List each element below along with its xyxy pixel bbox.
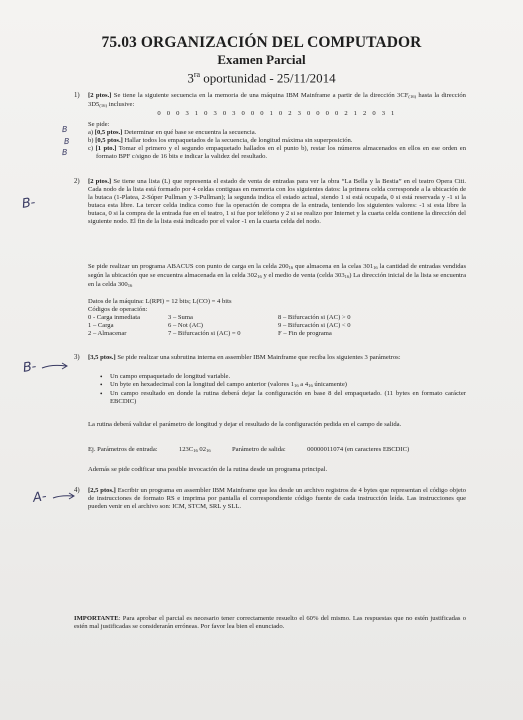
q3-intro: [3,5 ptos.] Se pide realizar una subrutina interna en assembler IBM Mainframe que reciba los siguientes 3 parámetros: [88,354,401,361]
opcode-9: 9 – Bifurcación si (AC) < 0 [278,322,351,330]
exam-header [0,34,523,85]
grade-arrow-q3 [40,362,70,372]
grade-mark-q1a: B [61,124,68,135]
exam-title: 75.03 ORGANIZACIÓN DEL COMPUTADOR [101,34,422,51]
q4-number: 4) [74,487,80,494]
q1-sequence: 0 0 0 3 1 0 3 0 3 0 0 0 1 0 2 3 0 0 0 0 2 1 2 0 3 1 [157,110,397,117]
q3-validation: La rutina deberá validar el parámetro de longitud y dejar el resultado de la configuración pedida en el campo de salida. [88,421,402,428]
grade-arrow-q4 [51,492,77,502]
grade-mark-q2: B- [21,195,37,212]
q2-machine-data: Datos de la máquina: L(RPI) = 12 bits; L(CO) = 4 bits [88,298,232,305]
exam-subtitle: Examen Parcial [217,52,306,67]
opcode-0: 0 - Carga inmediata [88,314,141,321]
q1-item-b: b) [0,5 ptos.] Hallar todos los empaquetados de la secuencia, de longitud máxima sin superposición. [88,137,353,145]
q1-item-a: a) [0,5 ptos.] Determinar en qué base se encuentra la secuencia. [88,129,257,136]
opcode-7: 7 – Bifurcación si (AC) = 0 [168,330,241,338]
q1-item-c: c) [1 pto.] Tomar el primero y el segundo empaquetado hallados en el punto b), restar los números almacenados en ellos en ese orden en formato BPF c/signo de 16 bits e indicar la validez del resultado. [88,145,466,161]
opcode-6: 6 – Not (AC) [168,322,203,330]
q3-param-3: • Un campo resultado en donde la rutina deberá dejar la configuración en base 8 del empaquetado. (11 bytes en formato carácter EBCDIC) [98,390,466,406]
q3-example: Ej. Parámetros de entrada: $123C_{16}$ $02_{16}$ Parámetro de salida: 00000011074 (en caracteres EBCDIC) [88,446,410,453]
opcode-3: 3 – Suma [168,314,193,321]
q2-description: [2 ptos.] Se tiene una lista (L) que representa el estado de venta de entradas para ver la obra “La Bella y la Bestia” en el teatro Opera Citi. Cada nodo de la lista está formado por 4 celdas contiguas en memoria con los siguientes datos: la primera celda corresponde a la ubicación de la butaca (1-Platea, 2-Súper Pullman y 3-Pullman); la segunda indica el estado actual, siendo 1 si está ocupada, 0 si está reservada y -1 si la butaca esta libre. La tercer celda indica como fue la operación de compra de la entrada, teniendo los siguientes valores: -1 si esta libre la butaca, 0 si la compra de la entrada fue en el teatro, 1 si fue por teléfono y 2 si se realizo por Internet y la cuarta celda contiene la dirección del siguiente nodo. El fin de la lista está indicado por el valor -1 en la cuarta celda del nodo. [88,178,466,226]
q3-param-1: • Un campo empaquetado de longitud variable. [98,373,466,381]
q1-se-pide: Se pide: [88,121,110,128]
q3-number: 3) [74,354,80,361]
important-note: IMPORTANTE: Para aprobar el parcial es necesario tener correctamente resuelto el 60% del mismo. Las respuestas que no estén justificadas o estén mal justificadas se considerarán erróneas. Por favor lea bien el enunciado. [74,615,466,631]
opcode-1: 1 – Carga [88,322,114,330]
q3-invocation: Además se pide codificar una posible invocación de la rutina desde un programa principal. [88,466,328,473]
grade-mark-q4: A- [32,489,48,506]
grade-mark-q1c: B [61,147,68,158]
opcode-f: F – Fin de programa [278,330,332,338]
q2-number: 2) [74,178,80,185]
q1-number: 1) [74,92,80,99]
q4-text: [2,5 ptos.] Escribir un programa en assembler IBM Mainframe que lea desde un archivo registros de 4 bytes que representan el código objeto de instrucciones de formato RS e imprima por pantalla el correspondiente código fuente de cada instrucción leída. Las instrucciones que pueden venir en el archivo son: ICM, STCM, SRL y SLL. [88,487,466,511]
q1-items [88,129,466,161]
q2-opcode-table [88,314,466,338]
opcode-2: 2 – Almacenar [88,330,127,338]
opcode-8: 8 – Bifurcación si (AC) > 0 [278,314,351,321]
q2-codes-title: Códigos de operación: [88,306,148,313]
q3-param-2: • Un byte en hexadecimal con la longitud del campo anterior (valores $1_{16}$ a $4_{16}$ únicamente) [98,381,466,390]
q1-intro: [2 ptos.] Se tiene la siguiente secuencia en la memoria de una máquina IBM Mainframe a partir de la dirección $3CF_{(16)}$ hasta la dirección $3D5_{(16)}$ inclusive: [88,92,466,109]
q3-parameters [98,373,466,406]
exam-date: $3^{ra}$ oportunidad - 25/11/2014 [187,70,336,86]
grade-mark-q3: B- [22,359,38,376]
grade-mark-q1b: B [63,136,70,147]
q2-request: Se pide realizar un programa ABACUS con punto de carga en la celda $200_{16}$ que almacena en la celas $301_{16}$ la cantidad de entradas vendidas según la ubicación que se encuentra almacenada en la celda $302_{16}$ y el medio de venta (celda $303_{16}$) La dirección inicial de la lista se encuentra en la celda $300_{16}$ [88,263,467,289]
